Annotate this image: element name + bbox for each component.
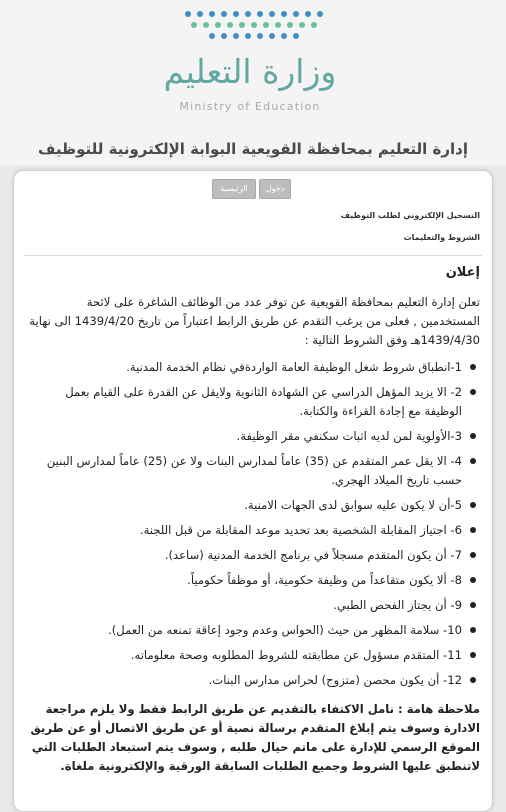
- announcement-intro: تعلن إدارة التعليم بمحافظة القويعية عن توفر عدد من الوظائف الشاغرة على لائحة المستخدمين , فعلى من يرغب التقدم عن طريق الرابط اعتباراً من تاريخ 1439/4/20 الى نهاية 1439/4/30هـ وفق الشروط التالية :: [29, 295, 480, 347]
- registration-link[interactable]: التسجيل الإلكتروني لطلب التوظيف: [340, 211, 480, 220]
- nav-home-button[interactable]: الرئيسية: [212, 179, 256, 199]
- important-note: ملاحظة هامة : نامل الاكتفاء بالتقديم عن طريق الرابط فقط ولا يلزم مراجعة الادارة وسوف يتم إبلاغ المتقدم برسالة نصية أو عن طريق الاتصال أو عن طريق الموقع الرسمي للإدارة على ماتم حيال طلبه , وسوف يتم استبعاد الطلبات التي لاتنطبق عليها الشروط وجميع الطلبات السابقة الورقية والإلكترونية ملغاة.: [30, 702, 480, 773]
- bullet-icon: [470, 389, 476, 395]
- nav-bar: [14, 179, 492, 199]
- bullet-icon: [470, 527, 476, 533]
- bullet-icon: [470, 502, 476, 508]
- ministry-logo-arabic: وزارة التعليم: [163, 52, 337, 91]
- page-title: إدارة التعليم بمحافظة القويعية البوابة الإلكترونية للتوظيف: [38, 140, 468, 158]
- rule-text: 10- سلامة المظهر من حيث (الحواس وعدم وجود إعاقة تمنعه من العمل).: [108, 623, 462, 637]
- rule-text: 12- أن يكون محصن (متزوج) لحراس مدارس البنات.: [208, 673, 462, 687]
- rule-text: 1-انطباق شروط شغل الوظيفة العامة الواردةفي نظام الخدمة المدنية.: [126, 360, 462, 374]
- list-item: [26, 671, 462, 690]
- list-item: [26, 496, 462, 515]
- terms-link[interactable]: الشروط والتعليمات: [403, 233, 480, 242]
- ministry-logo-english: Ministry of Education: [179, 100, 321, 113]
- bullet-icon: [470, 627, 476, 633]
- list-item: [26, 427, 462, 446]
- rule-text: 5-أن لا يكون عليه سوابق لدى الجهات الامنية.: [244, 498, 462, 512]
- rule-text: 9- أن يجتاز الفحص الطبي.: [333, 598, 462, 612]
- rule-text: 3-الأولوية لمن لديه اثبات سكنفي مقر الوظيفة.: [236, 429, 462, 443]
- list-item: [26, 596, 462, 615]
- rule-text: 6- اجتياز المقابلة الشخصية بعد تحديد موعد المقابلة من قبل اللجنة.: [139, 523, 462, 537]
- rule-text: 11- المتقدم مسؤول عن مطابقته للشروط المطلوبه وصحة معلوماته.: [130, 648, 462, 662]
- list-item: [26, 521, 462, 540]
- announcement-heading: إعلان: [445, 265, 480, 280]
- rules-list: [26, 358, 480, 690]
- list-item: [26, 452, 462, 490]
- bullet-icon: [470, 552, 476, 558]
- divider: [24, 255, 482, 256]
- bullet-icon: [470, 652, 476, 658]
- list-item: [26, 546, 462, 565]
- bullet-icon: [470, 364, 476, 370]
- bullet-icon: [470, 458, 476, 464]
- rule-text: 2- الا يزيد المؤهل الدراسي عن الشهادة الثانوية ولايقل عن القدرة على القيام بعمل الوظيفة مع إجادة القراءة والكتابة.: [65, 385, 462, 418]
- list-item: [26, 646, 462, 665]
- rule-text: 7- أن يكون المتقدم مسجلاً في برنامج الخدمة المدنية (ساعد).: [164, 548, 462, 562]
- nav-login-button[interactable]: دخول: [259, 179, 291, 199]
- announcement-body: [26, 293, 480, 776]
- site-header: [0, 0, 506, 165]
- bullet-icon: [470, 677, 476, 683]
- rule-text: 8- ألا يكون متقاعداً من وظيفة حكومية، أو موظفاً حكومياً.: [187, 573, 462, 587]
- bullet-icon: [470, 602, 476, 608]
- list-item: [26, 358, 462, 377]
- content-panel: [13, 170, 493, 812]
- list-item: [26, 571, 462, 590]
- list-item: [26, 621, 462, 640]
- ministry-logo-dots-icon: [178, 6, 328, 44]
- bullet-icon: [470, 577, 476, 583]
- list-item: [26, 383, 462, 421]
- bullet-icon: [470, 433, 476, 439]
- rule-text: 4- الا يقل عمر المتقدم عن (35) عاماً لمدارس البنات ولا عن (25) عاماً لمدارس البنين حسب تاريخ الميلاد الهجري.: [46, 454, 462, 487]
